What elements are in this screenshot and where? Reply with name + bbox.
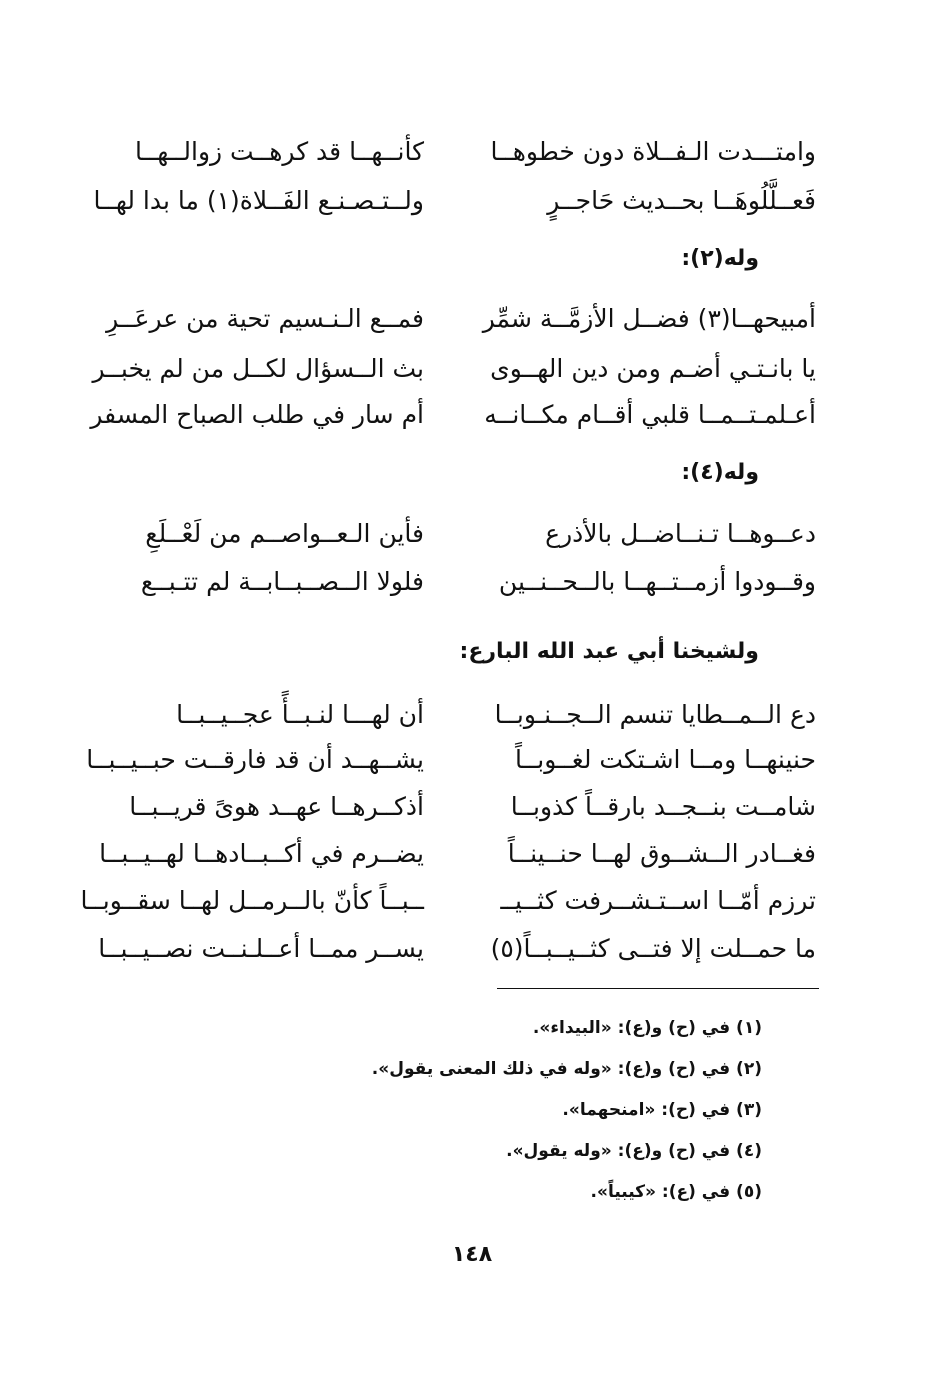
verse-hemistich-left: يســر ممــا أعــلـنــت نصــيــبــا	[98, 934, 424, 963]
verse-hemistich-right: أعـلمـتــمــا قلبي أقــام مكــانــه	[484, 400, 816, 429]
footnote: (٥) في (ع): «كيبياً».	[590, 1182, 762, 1202]
verse-hemistich-right: فغــادر الــشــوق لهــا حنــينــاً	[507, 839, 816, 868]
verse-hemistich-left: فمــع الـنـسيم تحية من عرعَــرِ	[106, 304, 424, 333]
verse-hemistich-right: وقــودوا أزمــتــهــا بالــحــنــين	[498, 567, 816, 596]
section-heading: وله(٢):	[681, 246, 759, 271]
verse-hemistich-right: شامــت بنــجــد بارقــاً كذوبــا	[510, 792, 816, 821]
verse-hemistich-right: يا بانـتـي أضـم ومن دين الهــوى	[490, 354, 816, 383]
footnote-separator	[497, 988, 819, 989]
verse-hemistich-right: ترزم أمّــا اســتـشــرفت كثــيــ	[500, 886, 816, 915]
verse-hemistich-left: فلولا الــصــبــابــة لم تتـبــع	[140, 567, 424, 596]
verse-hemistich-right: ما حمــلت إلا فتــى كثــيــبــاً(٥)	[490, 934, 816, 963]
section-heading: ولشيخنا أبي عبد الله البارع:	[459, 639, 759, 664]
verse-hemistich-left: ولــتـصـنـع الفَــلاة(١) ما بدا لهــا	[93, 186, 424, 215]
verse-hemistich-left: كأنــهــا قد كرهــت زوالــهــا	[134, 137, 424, 166]
verse-hemistich-right: وامتـــدت الـفــلاة دون خطوهــا	[490, 137, 816, 166]
verse-hemistich-right: دع الــمــطايا تنسم الــجــنـوبــا	[494, 700, 816, 729]
footnote: (٤) في (ح) و(ع): «وله يقول».	[506, 1141, 762, 1161]
footnote: (١) في (ح) و(ع): «البيداء».	[532, 1018, 762, 1038]
verse-hemistich-left: ــبــاً كأنّ بالــرمــل لهــا سقــوبــا	[80, 886, 424, 915]
verse-hemistich-left: أذكــرهــا عهــد هوىً قريــبــا	[129, 792, 424, 821]
verse-hemistich-left: أن لهـــا لنـبــأً عجــيــبــا	[176, 700, 424, 729]
verse-hemistich-right: حنينهــا ومــا اشـتكت لغــوبــاً	[514, 745, 816, 774]
verse-hemistich-left: يضــرم في أكــبــادهــا لهــيــبــا	[99, 839, 424, 868]
verse-hemistich-right: أمبيحهــا(٣) فضــل الأزمَّــة شمِّر	[482, 304, 816, 333]
section-heading: وله(٤):	[681, 460, 759, 485]
verse-hemistich-left: أم سار في طلب الصباح المسفر	[90, 400, 424, 429]
verse-hemistich-right: فَعــلَّلُوهَــا بحــديث حَاجــرٍ	[547, 186, 816, 215]
page-number: ١٤٨	[451, 1242, 493, 1267]
verse-hemistich-right: دعــوهــا تـنــاضــل بالأذرع	[545, 519, 816, 548]
footnote: (٢) في (ح) و(ع): «وله في ذلك المعنى يقول».	[371, 1059, 762, 1079]
verse-hemistich-left: بث الــسؤال لكــل من لم يخبــر	[92, 354, 424, 383]
footnote: (٣) في (ح): «امنحهما».	[562, 1100, 762, 1120]
verse-hemistich-left: يشــهــد أن قد فارقــت حبــيــبــا	[86, 745, 424, 774]
verse-hemistich-left: فأين الـعــواصــم من لَعْــلَعِ	[145, 519, 424, 548]
